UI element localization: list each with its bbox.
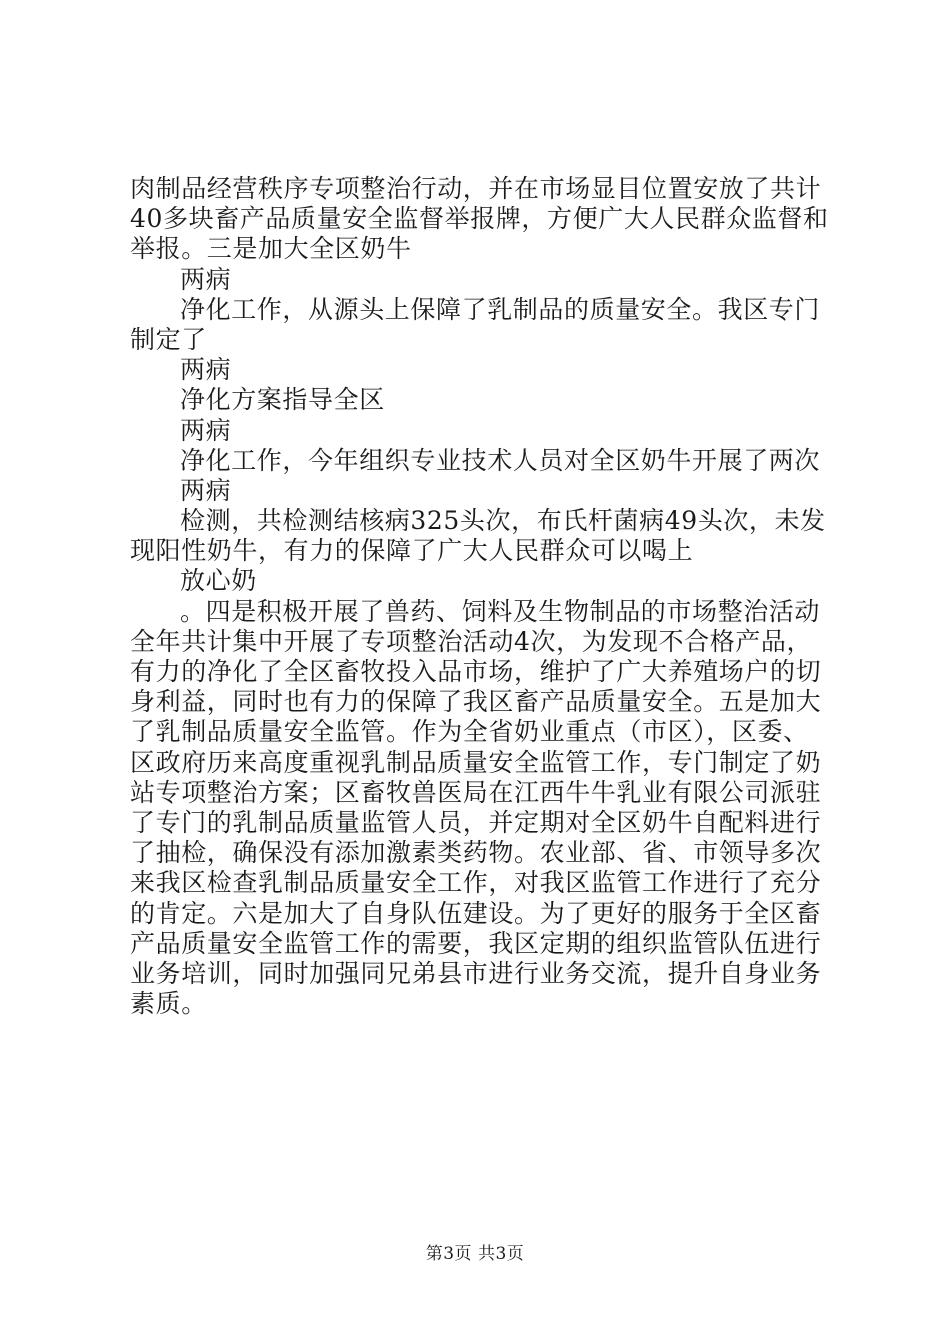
text-line: 两病 <box>180 415 232 445</box>
text-line: 两病 <box>180 264 232 294</box>
text-line: 有力的净化了全区畜牧投入品市场，维护了广大养殖场户的切 <box>130 657 822 686</box>
text-line: 40多块畜产品质量安全监督举报牌，方便广大人民群众监督和 <box>130 204 829 234</box>
document-body <box>130 174 830 1019</box>
text-line: 。四是积极开展了兽药、饲料及生物制品的市场整治活动 <box>180 596 821 626</box>
text-line: 制定了 <box>130 324 207 354</box>
text-line: 净化方案指导全区 <box>180 385 385 415</box>
text-line: 放心奶 <box>180 566 257 596</box>
text-line: 产品质量安全监管工作的需要，我区定期的组织监管队伍进行 <box>130 928 822 958</box>
text-line: 业务培训，同时加强同兄弟县市进行业务交流，提升自身业务 <box>130 958 822 988</box>
text-line: 两病 <box>180 355 232 385</box>
page-footer: 第3页 共3页 <box>425 1244 525 1264</box>
text-line: 素质。 <box>130 989 207 1019</box>
text-line: 了抽检，确保没有添加激素类药物。农业部、省、市领导多次 <box>130 838 822 868</box>
text-line: 举报。三是加大全区奶牛 <box>130 234 412 264</box>
text-line: 的肯定。六是加大了自身队伍建设。为了更好的服务于全区畜 <box>130 898 822 928</box>
text-line: 来我区检查乳制品质量安全工作，对我区监管工作进行了充分 <box>130 868 822 898</box>
text-line: 了专门的乳制品质量监管人员，并定期对全区奶牛自配料进行 <box>130 807 822 837</box>
text-line: 检测，共检测结核病325头次，布氏杆菌病49头次，未发 <box>180 506 826 536</box>
text-line: 净化工作，从源头上保障了乳制品的质量安全。我区专门 <box>180 294 821 324</box>
text-line: 两病 <box>180 475 232 505</box>
text-line: 站专项整治方案；区畜牧兽医局在江西牛牛乳业有限公司派驻 <box>130 777 822 807</box>
text-line: 现阳性奶牛，有力的保障了广大人民群众可以喝上 <box>130 536 694 566</box>
text-line: 区政府历来高度重视乳制品质量安全监管工作，专门制定了奶 <box>130 747 822 777</box>
text-line: 肉制品经营秩序专项整治行动，并在市场显目位置安放了共计 <box>130 174 822 203</box>
text-line: 身利益，同时也有力的保障了我区畜产品质量安全。五是加大 <box>130 687 822 717</box>
text-line: 了乳制品质量安全监管。作为全省奶业重点（市区），区委、 <box>130 717 809 747</box>
text-line: 净化工作，今年组织专业技术人员对全区奶牛开展了两次 <box>180 445 821 475</box>
text-line: 全年共计集中开展了专项整治活动4次，为发现不合格产品， <box>130 626 813 656</box>
